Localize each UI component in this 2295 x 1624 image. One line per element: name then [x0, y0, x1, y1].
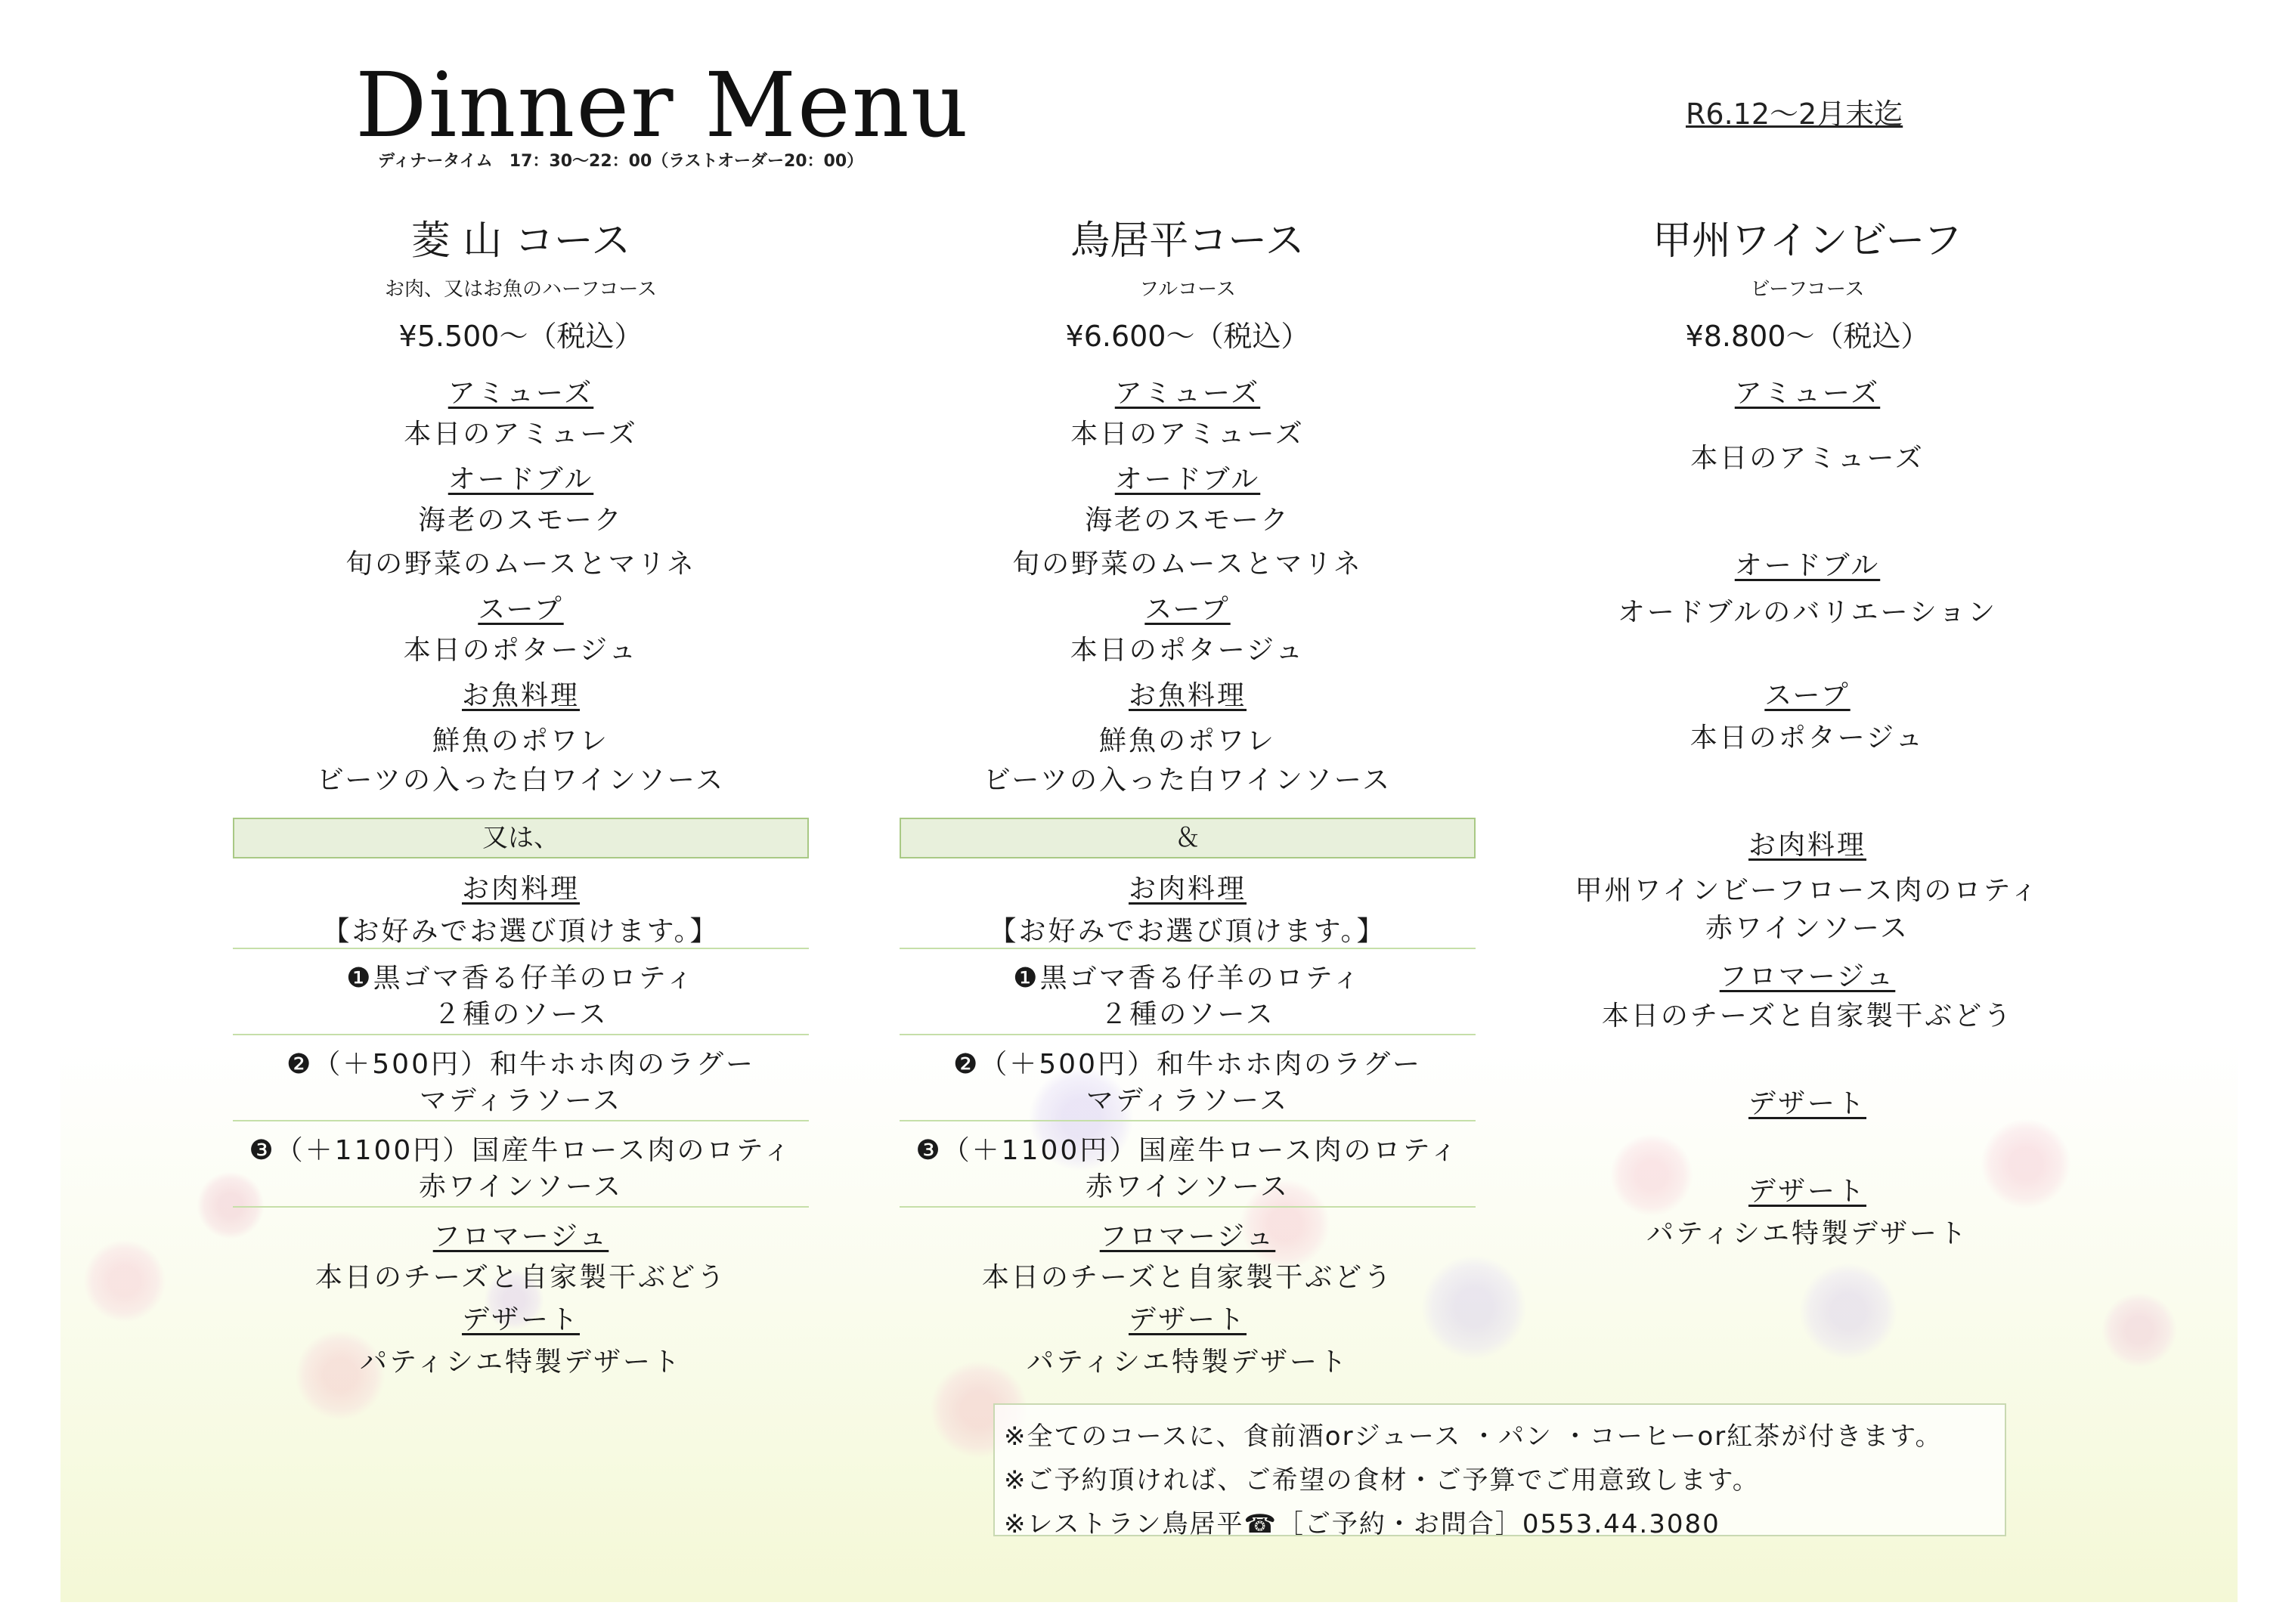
dinner-hours: ディナータイム 17：30〜22：00（ラストオーダー20：00）: [378, 152, 864, 171]
note-included: ※全てのコースに、食前酒orジュース ・パン ・コーヒーor紅茶が付きます。: [1004, 1421, 1943, 1452]
flower-icon: [83, 1239, 166, 1322]
dish-amuse: 本日のアミューズ: [1690, 443, 1925, 474]
course-price: ¥6.600〜（税込）: [1065, 320, 1310, 353]
meat-option-3: ❸（＋1100円）国産牛ロース肉のロティ: [915, 1135, 1460, 1166]
notes-box: [993, 1403, 2006, 1539]
note-custom: ※ご予約頂ければ、ご希望の食材・ご予算でご用意致します。: [1004, 1465, 1760, 1496]
section-heading-dessert: デザート: [461, 1304, 580, 1335]
dish-fish-1: 鮮魚のポワレ: [432, 725, 609, 756]
section-heading-meat: お肉料理: [1748, 830, 1866, 861]
course-column-hishiyama: [233, 0, 809, 1624]
meat-option-2-sauce: マディラソース: [1086, 1085, 1290, 1116]
dish-meat-2: 赤ワインソース: [1705, 913, 1910, 944]
meat-option-2-sauce: マディラソース: [419, 1085, 623, 1116]
section-heading-dessert: デザート: [1128, 1304, 1247, 1335]
dish-hors: オードブルのバリエーション: [1617, 597, 1998, 628]
dish-hors-1: 海老のスモーク: [418, 505, 624, 536]
section-heading-fish: お魚料理: [461, 680, 580, 711]
course-column-koshu-wine-beef: [1519, 0, 2095, 1624]
divider: [233, 1034, 809, 1035]
dish-hors-2: 旬の野菜のムースとマリネ: [345, 549, 696, 580]
dish-dessert: パティシエ特製デザート: [1026, 1347, 1349, 1378]
section-heading-amuse: アミューズ: [448, 378, 594, 409]
dish-cheese: 本日のチーズと自家製干ぶどう: [1601, 1001, 2014, 1032]
divider: [900, 1120, 1476, 1121]
menu-period: R6.12〜2月末迄: [1686, 97, 1903, 131]
section-heading-fish: お魚料理: [1128, 680, 1247, 711]
course-price: ¥8.800〜（税込）: [1685, 320, 1930, 353]
section-heading-hors: オードブル: [1734, 550, 1881, 581]
divider: [900, 1206, 1476, 1208]
course-type: フルコース: [1139, 278, 1236, 301]
note-contact: ※レストラン鳥居平☎［ご予約・お問合］0553.44.3080: [1004, 1509, 1720, 1539]
divider: [900, 948, 1476, 949]
course-name: 菱 山 コース: [410, 218, 631, 264]
meat-option-1-sauce: ２種のソース: [433, 999, 609, 1030]
section-heading-dessert-1: デザート: [1748, 1088, 1866, 1119]
dish-dessert: パティシエ特製デザート: [1646, 1218, 1969, 1249]
section-heading-cheese: フロマージュ: [1099, 1221, 1276, 1252]
section-heading-soup: スープ: [1764, 680, 1851, 711]
section-heading-meat: お肉料理: [1128, 874, 1247, 905]
section-heading-soup: スープ: [1144, 594, 1231, 625]
course-type: ビーフコース: [1750, 278, 1865, 301]
dish-fish-1: 鮮魚のポワレ: [1098, 725, 1276, 756]
section-heading-amuse: アミューズ: [1114, 378, 1261, 409]
section-heading-cheese: フロマージュ: [1719, 961, 1896, 992]
dish-fish-2: ビーツの入った白ワインソース: [983, 765, 1392, 796]
and-band: ＆: [900, 818, 1476, 858]
course-price: ¥5.500〜（税込）: [398, 320, 643, 353]
dish-soup: 本日のポタージュ: [1070, 635, 1305, 666]
meat-option-1-sauce: ２種のソース: [1100, 999, 1275, 1030]
dish-meat-1: 甲州ワインビーフロース肉のロティ: [1575, 875, 2040, 906]
dish-fish-2: ビーツの入った白ワインソース: [316, 765, 726, 796]
course-name: 鳥居平コース: [1070, 218, 1305, 264]
meat-option-3: ❸（＋1100円）国産牛ロース肉のロティ: [249, 1135, 793, 1166]
section-heading-meat: お肉料理: [461, 874, 580, 905]
dish-amuse: 本日のアミューズ: [404, 419, 638, 450]
section-heading-dessert-2: デザート: [1748, 1176, 1866, 1207]
meat-option-3-sauce: 赤ワインソース: [1085, 1171, 1290, 1202]
course-column-toriibira: [900, 0, 1476, 1624]
section-heading-soup: スープ: [478, 594, 564, 625]
meat-option-3-sauce: 赤ワインソース: [418, 1171, 624, 1202]
course-type: お肉、又はお魚のハーフコース: [384, 278, 658, 301]
flower-icon: [2101, 1292, 2177, 1368]
dish-dessert: パティシエ特製デザート: [359, 1347, 683, 1378]
or-band: 又は、: [233, 818, 809, 858]
dish-amuse: 本日のアミューズ: [1070, 419, 1305, 450]
section-heading-cheese: フロマージュ: [432, 1221, 609, 1252]
divider: [900, 1034, 1476, 1035]
meat-option-1: ❶黒ゴマ香る仔羊のロティ: [1013, 963, 1362, 994]
divider: [233, 948, 809, 949]
meat-option-2: ❷（＋500円）和牛ホホ肉のラグー: [953, 1049, 1422, 1080]
dish-hors-2: 旬の野菜のムースとマリネ: [1012, 549, 1363, 580]
meat-option-2: ❷（＋500円）和牛ホホ肉のラグー: [286, 1049, 755, 1080]
divider: [233, 1206, 809, 1208]
divider: [233, 1120, 809, 1121]
meat-option-1: ❶黒ゴマ香る仔羊のロティ: [346, 963, 695, 994]
section-heading-hors: オードブル: [1114, 464, 1261, 495]
section-heading-amuse: アミューズ: [1734, 378, 1881, 409]
meat-choice-note: 【お好みでお選び頂けます。】: [322, 916, 720, 947]
dish-cheese: 本日のチーズと自家製干ぶどう: [314, 1262, 727, 1293]
dish-cheese: 本日のチーズと自家製干ぶどう: [981, 1262, 1394, 1293]
dish-hors-1: 海老のスモーク: [1085, 505, 1290, 536]
meat-choice-note: 【お好みでお選び頂けます。】: [989, 916, 1386, 947]
section-heading-hors: オードブル: [448, 464, 594, 495]
dish-soup: 本日のポタージュ: [403, 635, 639, 666]
dish-soup: 本日のポタージュ: [1690, 722, 1925, 753]
menu-title: Dinner Menu: [355, 53, 970, 157]
course-name: 甲州ワインビーフ: [1652, 218, 1962, 264]
